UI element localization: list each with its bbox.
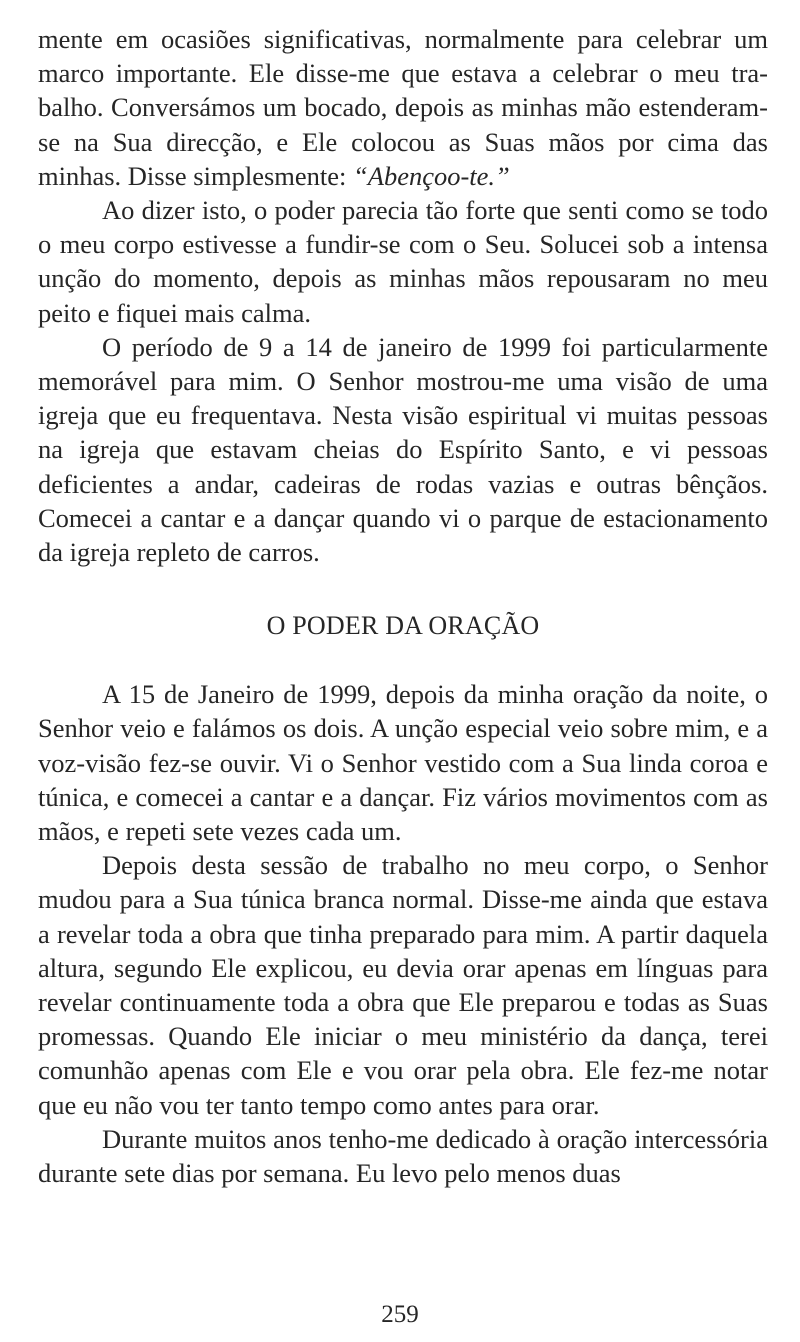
section-heading-wrap bbox=[38, 569, 768, 677]
book-page bbox=[38, 22, 768, 1190]
quote-abencoo-te: “Abençoo-te.” bbox=[353, 160, 510, 191]
page-number: 259 bbox=[381, 1301, 419, 1328]
paragraph-january-15: A 15 de Janeiro de 1999, depois da minha oração da noite, o Senhor veio e falámos os dois. A unção especial veio sobre mim, e a voz-visão fez-se ouvir. Vi o Senhor vestido com a Sua linda coroa e túnica, e comecei a cantar e a dançar. Fiz vários movimentos com as mãos, e repeti sete vezes cada um. bbox=[38, 679, 768, 847]
paragraph-continuation-text: mente em ocasiões significativas, normalmente para celebrar um marco importante. Ele disse-me que estava a celebrar o meu trabalho. Conversámos um bocado, depois as minhas mão estenderam-se na Sua direcção, e Ele colocou as Suas mãos por cima das minhas. Disse simplesmente: bbox=[38, 24, 768, 191]
paragraph-power: Ao dizer isto, o poder parecia tão forte que senti como se todo o meu corpo estivesse a fundir-se com o Seu. Solucei sob a intensa unção do momento, depois as minhas mãos repousaram no meu peito e fiquei mais calma. bbox=[38, 195, 768, 328]
paragraph-white-tunic: Depois desta sessão de trabalho no meu corpo, o Senhor mudou para a Sua túnica branca normal. Disse-me ainda que estava a revelar toda a obra que tinha preparado para mim. A partir daquela altura, segundo Ele explicou, eu devia orar apenas em línguas para revelar continuamente toda a obra que Ele preparou e todas as Suas promessas. Quando Ele iniciar o meu ministério da dança, terei comunhão apenas com Ele e vou orar pela obra. Ele fez-me notar que eu não vou ter tanto tempo como antes para orar. bbox=[38, 850, 768, 1120]
paragraph-intercessory-prayer: Durante muitos anos tenho-me dedicado à oração intercessória durante sete dias por semana. Eu levo pelo menos duas bbox=[38, 1123, 768, 1189]
paragraph-vision: O período de 9 a 14 de janeiro de 1999 foi particularmente memorável para mim. O Senhor mostrou-me uma visão de uma igreja que eu frequentava. Nesta visão espiritual vi muitas pessoas na igreja que estavam cheias do Espírito Santo, e vi pessoas deficientes a andar, cadeiras de rodas vazias e outras bênçãos. Comecei a cantar e a dançar quando vi o parque de estacionamento da igreja repleto de carros. bbox=[38, 331, 768, 568]
section-heading: O PODER DA ORAÇÃO bbox=[266, 611, 540, 641]
paragraph-continuation bbox=[38, 22, 768, 193]
